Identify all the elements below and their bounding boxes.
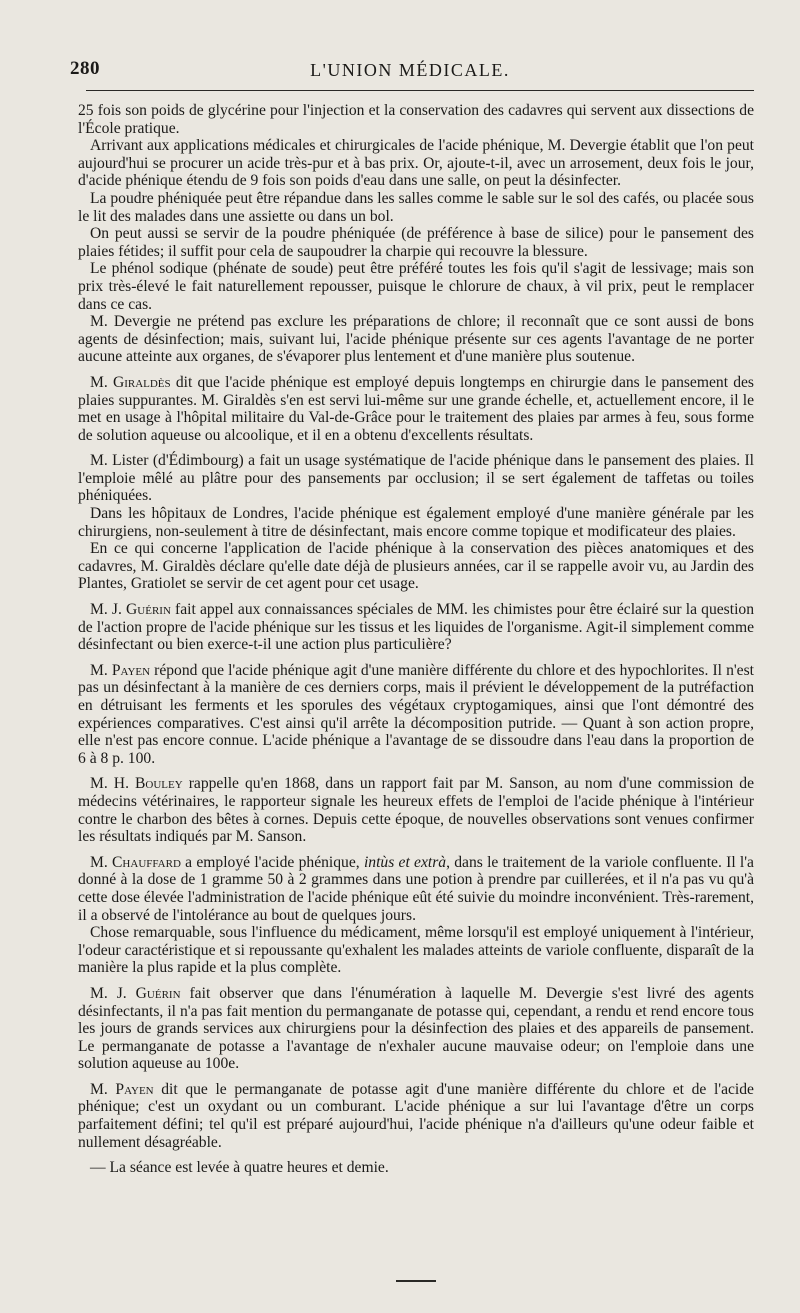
speaker-name: M. Chauffard (90, 853, 181, 871)
speaker-name: M. H. Bouley (90, 775, 183, 793)
paragraph: M. H. Bouley rappelle qu'en 1868, dans un rapport fait par M. Sanson, au nom d'une commission de médecins vétérinaires, le rapporteur signale les heureux effets de l'emploi de l'acide phénique à l'intérieur contre le charbon des bêtes à cornes. Depuis cette époque, de nouvelles observations sont venues confirmer les résultats indiqués par M. Sanson. (78, 775, 754, 846)
paragraph: M. Chauffard a employé l'acide phénique, intùs et extrà, dans le traitement de la variole confluente. Il l'a donné à la dose de 1 gramme 50 à 2 grammes dans une potion à prendre par cuillerées, et il n'a pas vu qu'à cette dose élevée l'administration de l'acide phénique eût été suivie du moindre inconvénient. Très-rarement, il a observé de l'intolérance au bout de quelques jours. (78, 853, 754, 924)
running-title: L'UNION MÉDICALE. (310, 60, 510, 80)
speaker-name: M. J. Guérin (90, 984, 181, 1002)
paragraph: Chose remarquable, sous l'influence du médicament, même lorsqu'il est employé uniquement à l'intérieur, l'odeur caractéristique et si repoussante qu'exhalent les malades atteints de variole confluente, disparaît de la manière la plus rapide et la plus complète. (78, 924, 754, 977)
paragraph: Arrivant aux applications médicales et chirurgicales de l'acide phénique, M. Devergie établit que l'on peut aujourd'hui se procurer un acide très-pur et à bas prix. Or, ajoute-t-il, avec un arrosement, deux fois le jour, d'acide phénique étendu de 9 fois son poids d'eau dans une salle, on peut la désinfecter. (78, 137, 754, 190)
paragraph: M. J. Guérin fait appel aux connaissances spéciales de MM. les chimistes pour être éclairé sur la question de l'action propre de l'acide phénique sur les tissus et les liquides de l'organisme. Agit-il simplement comme désinfectant ou bien exerce-t-il une action plus particulière? (78, 601, 755, 654)
paragraph: M. Giraldès dit que l'acide phénique est employé depuis longtemps en chirurgie dans le pansement des plaies suppurantes. M. Giraldès s'en est servi lui-même sur une grande échelle, et, actuellement encore, il le met en usage à l'hôpital militaire du Val-de-Grâce pour le traitement des plaies par armes à feu, sous forme de solution aqueuse ou alcoolique, et il en a obtenu d'excellents résultats. (78, 373, 754, 444)
speaker-name: M. Payen (90, 661, 151, 679)
speaker-name: M. J. Guérin (90, 601, 171, 619)
header-rule (86, 90, 754, 91)
page-header (70, 58, 750, 88)
paragraph: En ce qui concerne l'application de l'acide phénique à la conservation des pièces anatomiques et des cadavres, M. Giraldès déclare qu'elle date déjà de plusieurs années, car il se rappelle avoir vu, au Jardin des Plantes, Gratiolet se servir de cet agent pour cet usage. (78, 540, 754, 593)
paragraph: La poudre phéniquée peut être répandue dans les salles comme le sable sur le sol des cafés, ou placée sous le lit des malades dans une assiette ou dans un bol. (78, 189, 754, 225)
paragraph: M. Lister (d'Édimbourg) a fait un usage systématique de l'acide phénique dans le pansement des plaies. Il l'emploie mêlé au plâtre pour des pansements par occlusion; il se sert également de taffetas ou toiles phéniquées. (78, 452, 754, 505)
paragraph: M. Payen dit que le permanganate de potasse agit d'une manière différente du chlore et de l'acide phénique; c'est un oxydant ou un comburant. L'acide phénique a sur lui l'avantage d'être un corps parfaitement défini; tel qu'il est préparé aujourd'hui, l'acide phénique n'a d'ailleurs qu'une odeur faible et nullement désagréable. (78, 1080, 754, 1151)
page-number: 280 (70, 58, 100, 79)
closing-line: — La séance est levée à quatre heures et demie. (90, 1159, 389, 1177)
paragraph: 25 fois son poids de glycérine pour l'injection et la conservation des cadavres qui servent aux dissections de l'École pratique. (78, 102, 754, 137)
italic-phrase: intùs et extrà (363, 853, 447, 871)
speaker-name: M. Payen (90, 1080, 154, 1098)
article-body (78, 102, 754, 1177)
end-rule (396, 1280, 436, 1282)
paragraph: M. Payen répond que l'acide phénique agit d'une manière différente du chlore et des hypochlorites. Il n'est pas un désinfectant à la manière de ces derniers corps, mais il prévient le développement de la putréfaction en détruisant les ferments et les sporules des végétaux cryptogamiques, ainsi que l'ont démontré des expériences comparatives. C'est ainsi qu'il arrête la décomposition putride. — Quant à son action propre, elle n'est pas encore connue. L'acide phénique a l'avantage de se dissoudre dans l'eau dans la proportion de 6 à 8 p. 100. (78, 661, 754, 767)
paragraph: Dans les hôpitaux de Londres, l'acide phénique est également employé d'une manière générale par les chirurgiens, non-seulement à titre de désinfectant, mais encore comme topique et modificateur des plaies. (78, 505, 754, 540)
paragraph: M. Devergie ne prétend pas exclure les préparations de chlore; il reconnaît que ce sont aussi de bons agents de désinfection; mais, suivant lui, l'acide phénique présente sur ces agents l'avantage de ne porter aucune atteinte aux organes, de s'évaporer plus lentement et d'une manière plus soutenue. (78, 313, 754, 366)
paragraph: Le phénol sodique (phénate de soude) peut être préféré toutes les fois qu'il s'agit de lessivage; mais son prix très-élevé le fait naturellement repousser, puisque le chlorure de chaux, à vil prix, peut le remplacer dans ce cas. (78, 260, 754, 313)
paragraph: On peut aussi se servir de la poudre phéniquée (de préférence à base de silice) pour le pansement des plaies fétides; il suffit pour cela de saupoudrer la charpie qui recouvre la blessure. (78, 225, 754, 260)
paragraph: M. J. Guérin fait observer que dans l'énumération à laquelle M. Devergie s'est livré des agents désinfectants, il n'a pas fait mention du permanganate de potasse qui, cependant, a rendu et rend encore tous les jours de grands services aux chirurgiens pour la désinfection des plaies et des appareils de pansement. Le permanganate de potasse a l'avantage de n'exhaler aucune mauvaise odeur; on l'emploie dans une solution aqueuse au 100e. (78, 984, 754, 1073)
speaker-name: M. Giraldès (90, 373, 171, 391)
